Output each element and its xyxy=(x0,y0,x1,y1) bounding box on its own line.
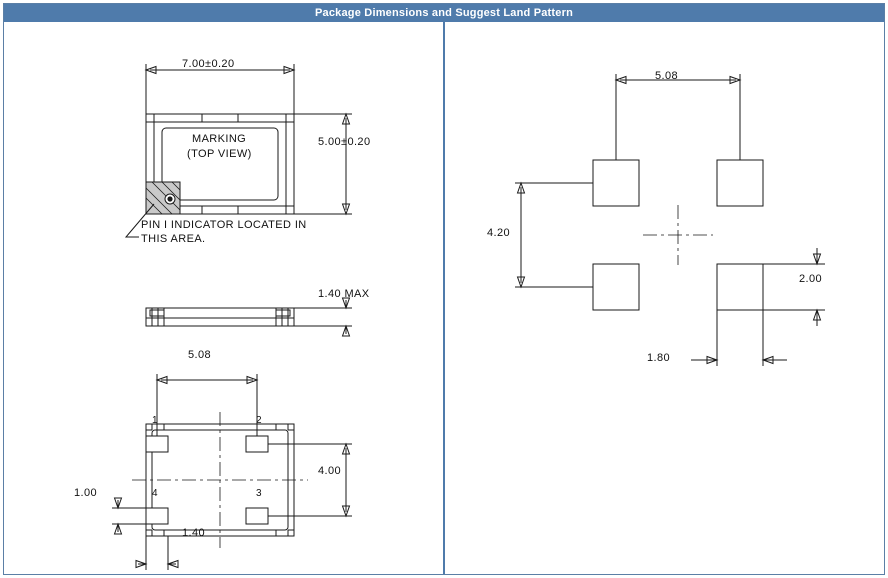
bottom-view-body xyxy=(132,412,308,548)
label-bottom-pitch-y: 4.00 xyxy=(318,465,342,477)
dim-pad-width xyxy=(136,536,178,570)
label-land-pad-height: 2.00 xyxy=(799,273,823,285)
left-drawing-svg xyxy=(4,22,445,574)
label-pin1-note-1: PIN I INDICATOR LOCATED IN xyxy=(141,219,307,231)
dim-top-height xyxy=(294,114,352,214)
label-pad-width: 1.40 xyxy=(182,527,206,539)
side-view-body xyxy=(146,308,294,326)
dim-land-pitch-y xyxy=(515,183,593,287)
label-top-height: 5.00±0.20 xyxy=(318,136,371,148)
left-panel xyxy=(4,22,445,574)
dim-pad-offset xyxy=(112,498,146,534)
label-pin-2: 2 xyxy=(256,415,262,426)
dim-side-height xyxy=(294,298,352,336)
right-panel xyxy=(447,22,884,574)
label-land-pad-width: 1.80 xyxy=(647,352,671,364)
dim-land-pitch-x xyxy=(616,74,740,160)
label-marking-1: MARKING xyxy=(192,133,247,145)
figure-title: Package Dimensions and Suggest Land Pattern xyxy=(4,4,884,22)
dim-land-pad-width xyxy=(691,310,787,366)
label-pad-offset: 1.00 xyxy=(74,487,98,499)
label-pin-1: 1 xyxy=(152,415,158,426)
dim-land-pad-height xyxy=(763,248,825,326)
label-land-pitch-y: 4.20 xyxy=(487,227,511,239)
label-land-pitch-x: 5.08 xyxy=(655,70,679,82)
label-pin-3: 3 xyxy=(256,488,262,499)
right-drawing-svg xyxy=(447,22,884,574)
label-side-height: 1.40 MAX xyxy=(318,288,370,300)
label-top-width: 7.00±0.20 xyxy=(182,58,235,70)
label-bottom-pitch-x: 5.08 xyxy=(188,349,212,361)
label-pin1-note-2: THIS AREA. xyxy=(141,233,206,245)
label-pin-4: 4 xyxy=(152,488,158,499)
label-marking-2: (TOP VIEW) xyxy=(187,148,252,160)
dim-top-width xyxy=(146,64,294,114)
center-cross xyxy=(643,205,713,265)
